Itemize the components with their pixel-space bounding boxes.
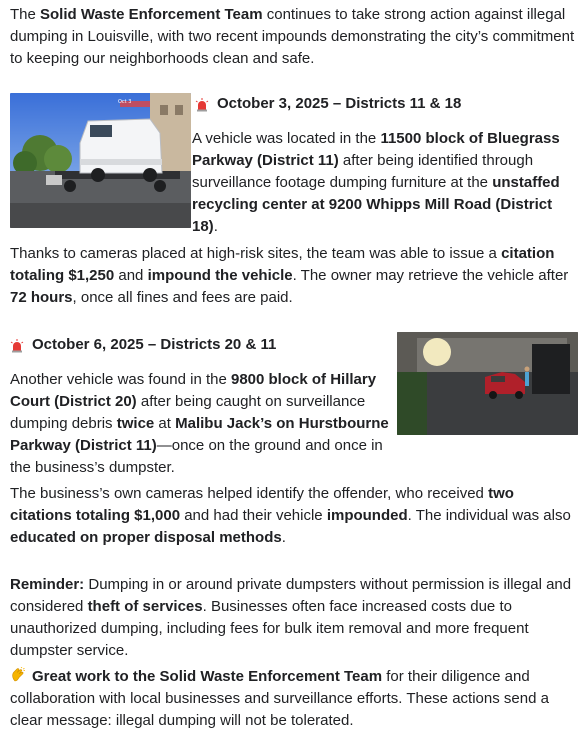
closing-paragraph: Great work to the Solid Waste Enforcement Team for their diligence and collaboration with local businesses and surveillance efforts. These actions send a clear message: illegal dumping will not be tolerated. [10, 668, 549, 729]
clapping-hands-icon [10, 667, 26, 683]
surveillance-photo [397, 332, 578, 435]
incident2-heading [10, 334, 276, 356]
tow-truck-photo [10, 93, 191, 228]
intro-paragraph: The Solid Waste Enforcement Team continues to take strong action against illegal dumping in Louisville, with two recent impounds demonstrating the city’s commitment to keeping our neighborhoods clean and safe. [10, 6, 575, 67]
incident1-followup-paragraph: Thanks to cameras placed at high-risk sites, the team was able to issue a citation totaling $1,250 and impound the vehicle. The owner may retrieve the vehicle after 72 hours, once all fines and fees are paid. [10, 245, 569, 306]
incident1-heading [195, 93, 576, 115]
incident1-paragraph: A vehicle was located in the 11500 block of Bluegrass Parkway (District 11) after being identified through surveillance footage dumping furniture at the unstaffed recycling center at 9200 Whipps Mill Road (District 18). [192, 130, 560, 235]
incident2-paragraph: Another vehicle was found in the 9800 block of Hillary Court (District 20) after being caught on surveillance dumping debris twice at Malibu Jack’s on Hurstbourne Parkway (District 11)—once on the ground and once in the business’s dumpster. [10, 371, 389, 476]
siren-icon [195, 97, 209, 111]
incident2-followup-paragraph: The business’s own cameras helped identify the offender, who received two citations totaling $1,000 and had their vehicle impounded. The individual was also educated on proper disposal methods. [10, 485, 571, 546]
photo-timestamp: Oct 3 [118, 99, 132, 105]
siren-icon [10, 338, 24, 352]
tow-truck-image [10, 93, 191, 228]
surveillance-image [397, 332, 578, 435]
reminder-paragraph: Reminder: Dumping in or around private dumpsters without permission is illegal and considered theft of services. Businesses often face increased costs due to unauthorized dumping, including fees for bulk item removal and more frequent dumpster service. [10, 576, 572, 659]
incident2-heading-text: October 6, 2025 – Districts 20 & 11 [32, 336, 277, 353]
incident1-heading-text: October 3, 2025 – Districts 11 & 18 [217, 95, 462, 112]
